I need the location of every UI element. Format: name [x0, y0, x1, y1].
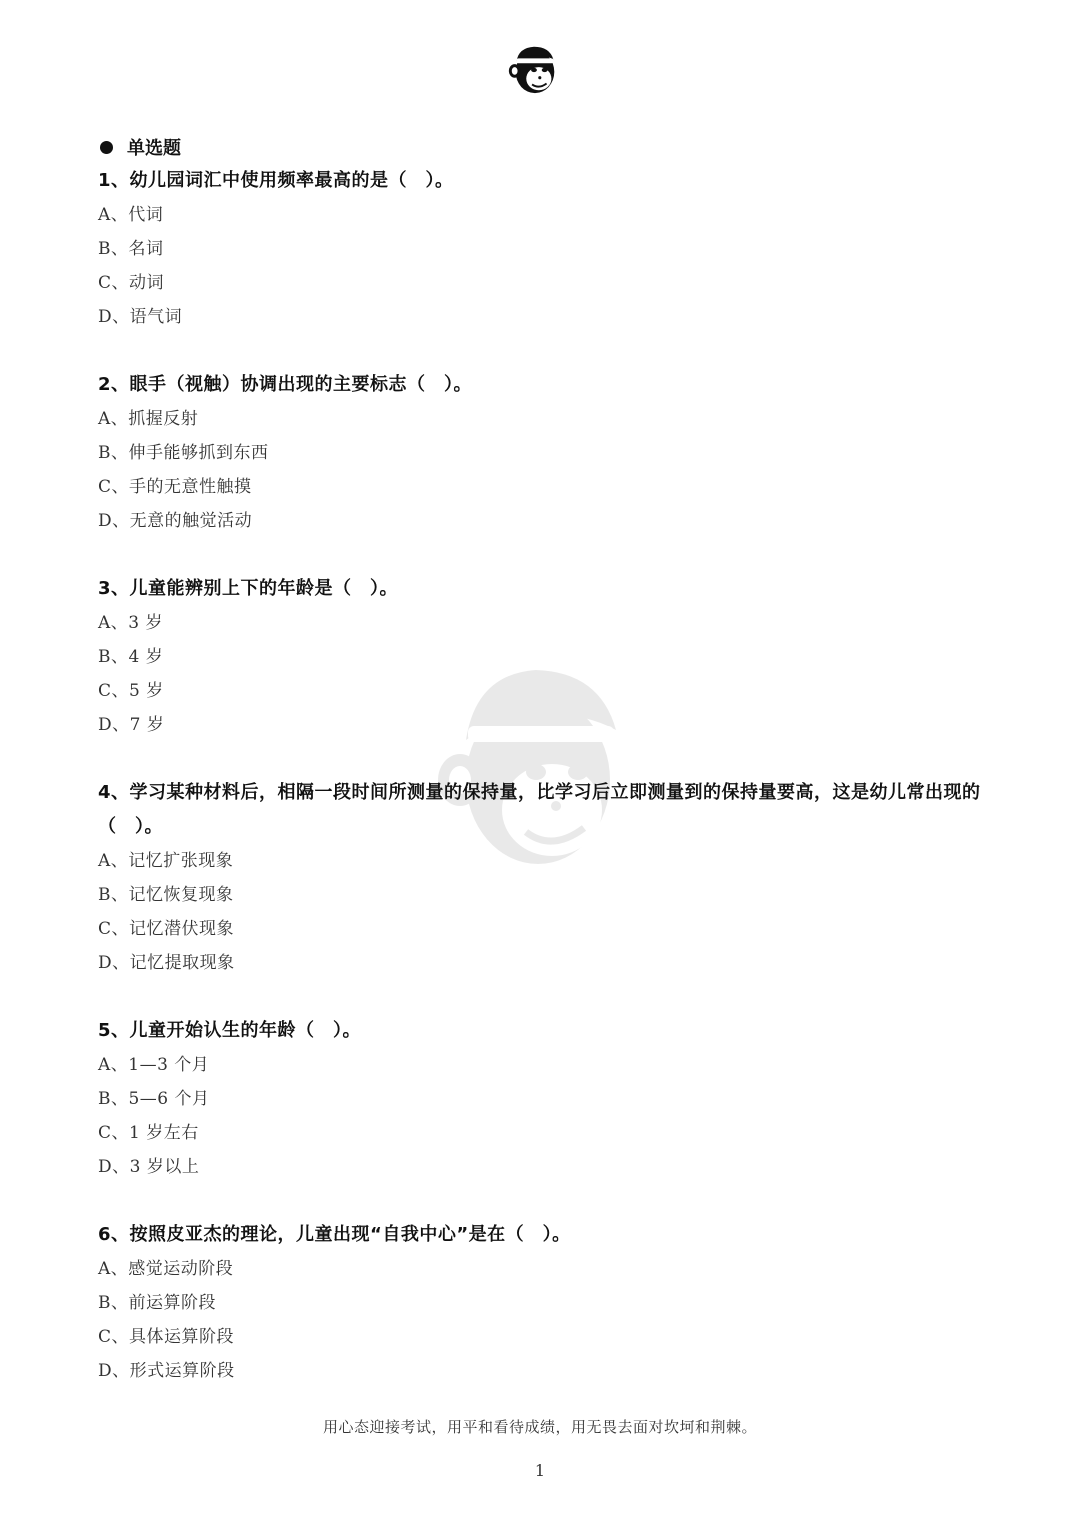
- question-item: [98, 572, 998, 742]
- question-text: 6、按照皮亚杰的理论，儿童出现“自我中心”是在（ ）。: [98, 1224, 571, 1245]
- question-text: 3、儿童能辨别上下的年龄是（ ）。: [98, 578, 399, 599]
- section-heading: [98, 130, 998, 164]
- question-item: [98, 368, 998, 538]
- option-a: A、1—3 个月: [98, 1055, 210, 1075]
- option-a: A、3 岁: [98, 613, 163, 633]
- option-b: B、4 岁: [98, 647, 164, 667]
- question-item: [98, 776, 998, 980]
- option-c: C、1 岁左右: [98, 1123, 199, 1143]
- option-c: C、手的无意性触摸: [98, 477, 252, 497]
- question-text: 5、儿童开始认生的年龄（ ）。: [98, 1020, 362, 1041]
- option-d: D、语气词: [98, 307, 183, 327]
- option-c: C、5 岁: [98, 681, 164, 701]
- option-b: B、前运算阶段: [98, 1293, 216, 1313]
- question-sheet: [98, 130, 998, 1422]
- question-text: 1、幼儿园词汇中使用频率最高的是（ ）。: [98, 170, 454, 191]
- bullet-icon: [100, 141, 113, 154]
- option-d: D、无意的触觉活动: [98, 511, 253, 531]
- section-title: 单选题: [127, 138, 181, 159]
- question-text: 2、眼手（视触）协调出现的主要标志（ ）。: [98, 374, 473, 395]
- option-b: B、5—6 个月: [98, 1089, 210, 1109]
- question-item: [98, 164, 998, 334]
- option-b: B、记忆恢复现象: [98, 885, 234, 905]
- option-d: D、形式运算阶段: [98, 1361, 235, 1381]
- option-c: C、具体运算阶段: [98, 1327, 235, 1347]
- option-c: C、记忆潜伏现象: [98, 919, 235, 939]
- question-text: 4、学习某种材料后，相隔一段时间所测量的保持量，比学习后立即测量到的保持量要高，这是幼儿常出现的（ ）。: [98, 782, 981, 837]
- option-c: C、动词: [98, 273, 165, 293]
- option-a: A、记忆扩张现象: [98, 851, 234, 871]
- option-d: D、3 岁以上: [98, 1157, 200, 1177]
- option-a: A、感觉运动阶段: [98, 1259, 234, 1279]
- footer-motto: 用心态迎接考试，用平和看待成绩，用无畏去面对坎坷和荆棘。: [322, 1418, 757, 1436]
- page-number: 1: [534, 1461, 546, 1480]
- option-d: D、7 岁: [98, 715, 165, 735]
- option-a: A、抓握反射: [98, 409, 199, 429]
- question-item: [98, 1218, 998, 1388]
- option-b: B、名词: [98, 239, 164, 259]
- question-item: [98, 1014, 998, 1184]
- option-b: B、伸手能够抓到东西: [98, 443, 269, 463]
- option-a: A、代词: [98, 205, 164, 225]
- option-d: D、记忆提取现象: [98, 953, 235, 973]
- monkey-mascot-icon: [505, 40, 563, 98]
